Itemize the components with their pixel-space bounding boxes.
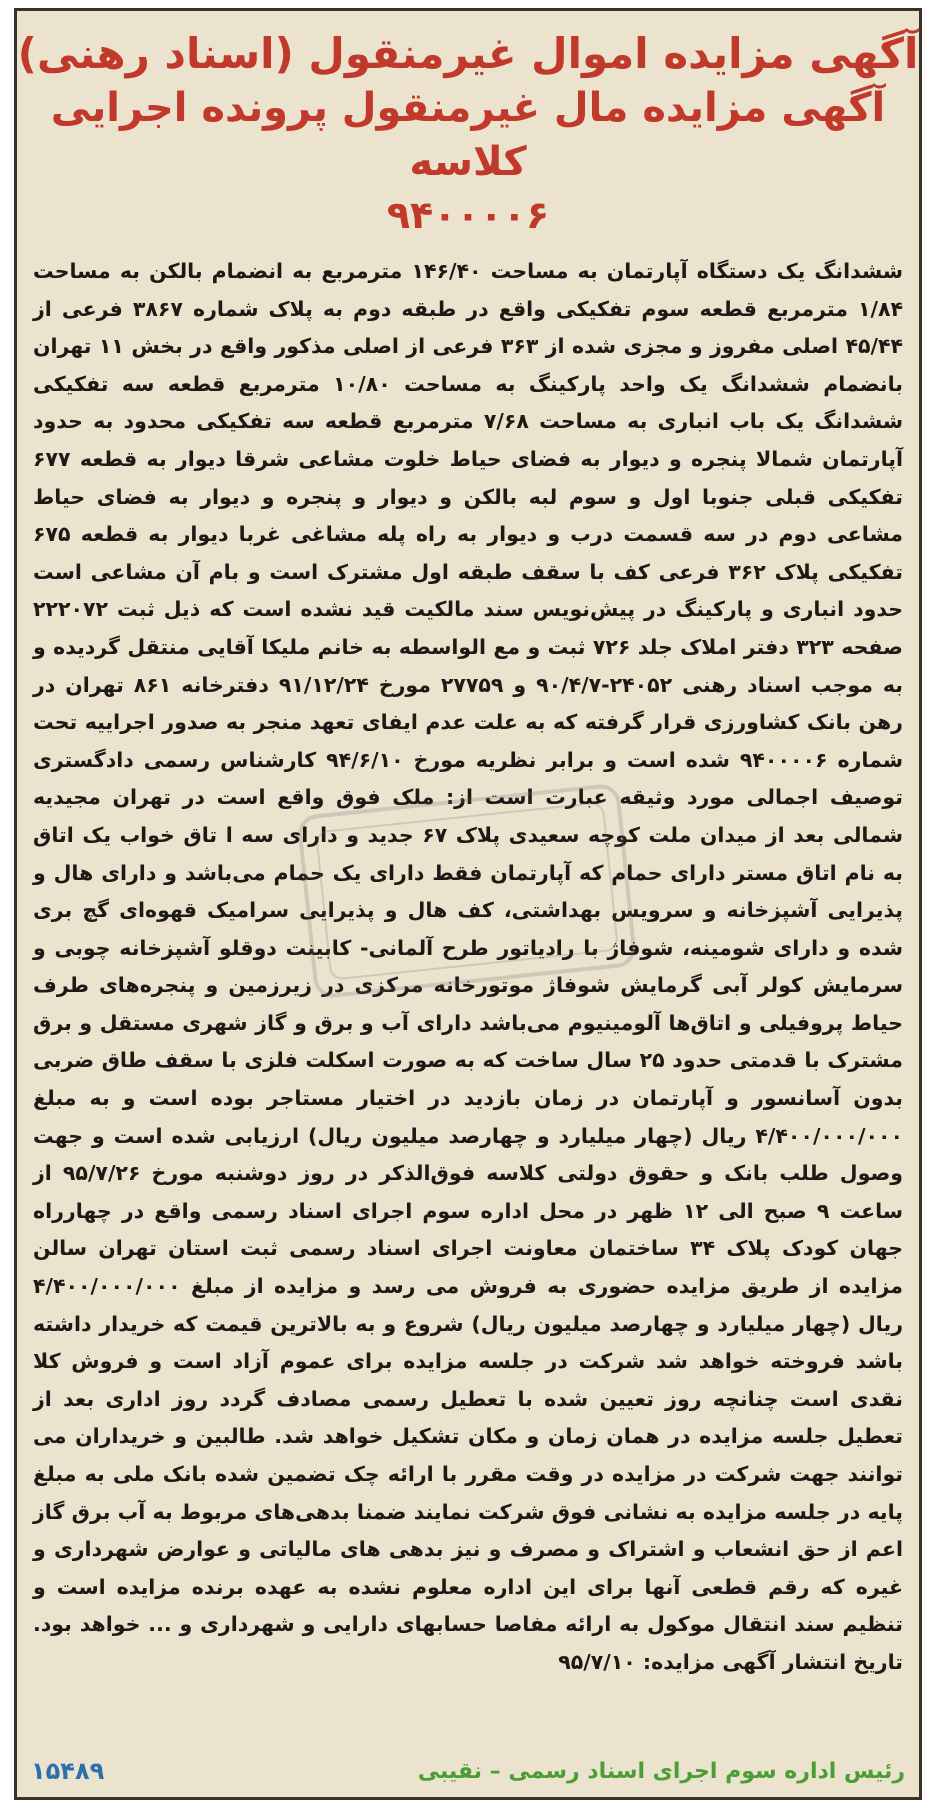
notice-body: ششدانگ یک دستگاه آپارتمان به مساحت ۱۴۶/۴۰ مترمربع به انضمام بالکن به مساحت ۱/۸۴ مترمربع قطعه سوم تفکیکی واقع در طبقه دوم به پلاک شماره ۳۸۶۷ فرعی از ۴۵/۴۴ اصلی مفروز و مجزی شده از ۳۶۳ فرعی از اصلی مذکور واقع در بخش ۱۱ تهران بانضمام ششدانگ یک واحد پارکینگ به مساحت ۱۰/۸۰ مترمربع قطعه سه تفکیکی ششدانگ یک باب انباری به مساحت ۷/۶۸ مترمربع قطعه سه تفکیکی محدود به حدود آپارتمان شمالا پنجره و دیوار به فضای حیاط خلوت مشاعی شرقا دیوار به قطعه ۶۷۷ تفکیکی قبلی جنوبا اول و سوم لبه بالکن و دیوار و پنجره و دیوار به فضای حیاط مشاعی دوم در سه قسمت درب و دیوار به راه پله مشاغی غربا دیوار به قطعه ۶۷۵ تفکیکی پلاک ۳۶۲ فرعی کف با سقف طبقه اول مشترک است و بام آن مشاعی است حدود انباری و پارکینگ در پیش‌نویس سند مالکیت قید نشده است که ذیل ثبت ۲۲۲۰۷۲ صفحه ۳۲۳ دفتر املاک جلد ۷۲۶ ثبت و مع الواسطه به خانم ملیکا آقایی منتقل گردیده و به موجب اسناد رهنی ۲۴۰۵۲-۹۰/۴/۷ و ۲۷۷۵۹ مورخ ۹۱/۱۲/۲۴ دفترخانه ۸۶۱ تهران در رهن بانک کشاورزی قرار گرفته که به علت عدم ایفای تعهد منجر به صدور اجراییه تحت شماره ۹۴۰۰۰۰۶ شده است و برابر نظریه مورخ ۹۴/۶/۱۰ کارشناس رسمی دادگستری توصیف اجمالی مورد وثیقه عبارت است از: ملک فوق واقع است در تهران مجیدیه شمالی بعد از میدان ملت کوچه سعیدی پلاک ۶۷ جدید و دارای سه ا تاق خواب یک اتاق به نام اتاق مستر دارای حمام که آپارتمان فقط دارای یک حمام می‌باشد و دارای هال و پذیرایی آشپزخانه و سرویس بهداشتی، کف هال و پذیرایی سرامیک قهوه‌ای گچ بری شده و دارای شومینه، شوفاژ با رادیاتور طرح آلمانی- کابینت دوقلو آشپزخانه چوبی و سرمایش کولر آبی گرمایش شوفاژ موتورخانه مرکزی در زیرزمین و پنجره‌های طرف حیاط پروفیلی و اتاق‌ها آلومینیوم می‌باشد دارای آب و برق و گاز شهری مستقل و برق مشترک با قدمتی حدود ۲۵ سال ساخت که به صورت اسکلت فلزی با سقف طاق ضربی بدون آسانسور و آپارتمان در زمان بازدید در اختیار مستاجر بوده است و به مبلغ ۴/۴۰۰/۰۰۰/۰۰۰ ریال (چهار میلیارد و چهارصد میلیون ریال) ارزیابی شده است و جهت وصول طلب بانک و حقوق دولتی کلاسه فوق‌الذکر در روز دوشنبه مورخ ۹۵/۷/۲۶ از ساعت ۹ صبح الی ۱۲ ظهر در محل اداره سوم اجرای اسناد رسمی واقع در چهارراه جهان کودک پلاک ۳۴ ساختمان معاونت اجرای اسناد رسمی ثبت استان تهران سالن مزایده از طریق مزایده حضوری به فروش می رسد و مزایده از مبلغ ۴/۴۰۰/۰۰۰/۰۰۰ ریال (چهار میلیارد و چهارصد میلیون ریال) شروع و به بالاترین قیمت که خریدار داشته باشد فروخته خواهد شد شرکت در جلسه مزایده برای عموم آزاد است و فروش کلا نقدی است چنانچه روز تعیین شده با تعطیل رسمی مصادف گردد روز اداری بعد از تعطیل جلسه مزایده در همان زمان و مکان تشکیل خواهد شد. طالبین و خریداران می توانند جهت شرکت در مزایده در وقت مقرر با ارائه چک تضمین شده بانک ملی به مبلغ پایه در جلسه مزایده به نشانی فوق شرکت نمایند ضمنا بدهی‌های مربوط به آب برق گاز اعم از حق انشعاب و اشتراک و مصرف و نیز بدهی های مالیاتی و عوارض شهرداری و غیره که رقم قطعی آنها برای این اداره معلوم نشده به عهده برنده مزایده است و تنظیم سند انتقال موکول به ارائه مفاصا حسابهای دارایی و شهرداری و ... خواهد بود. تاریخ انتشار آگهی مزایده: ۹۵/۷/۱۰ [33,259,904,1674]
signature: رئیس اداره سوم اجرای اسناد رسمی – نقیبی [417,1758,905,1784]
watermark-stamp [275,753,658,1029]
notice-title: آگهی مزایده اموال غیرمنقول (اسناد رهنی) [17,29,919,78]
auction-notice [14,8,922,1800]
notice-footer [31,1751,905,1791]
notice-header [17,11,919,241]
case-number: ۹۴۰۰۰۰۶ [386,193,550,237]
notice-subtitle: آگهی مزایده مال غیرمنقول پرونده اجرایی کلاسه [50,85,886,185]
ad-number: ۱۵۴۸۹ [31,1757,105,1785]
